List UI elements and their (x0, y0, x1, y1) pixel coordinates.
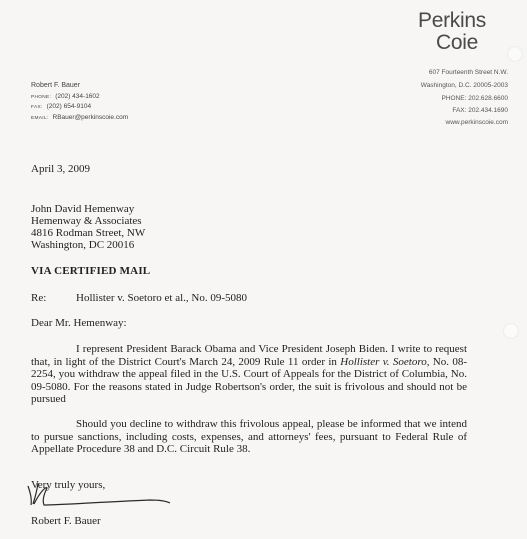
salutation: Dear Mr. Hemenway: (31, 317, 127, 329)
sender-phone-label: PHONE: (31, 95, 52, 100)
paragraph-1-text-end: , No. 08-2254, you withdraw the appeal filed in the U.S. Court of Appeals for the District of Columbia, No. 09-5080. For the reasons stated in Judge Robertson's order, the suit is frivolous and should not be pursued (31, 355, 467, 405)
recipient-line: 4816 Rodman Street, NW (31, 227, 146, 239)
punch-hole-bottom (503, 323, 519, 339)
sender-fax-label: FAX: (31, 105, 43, 110)
sender-email (31, 114, 128, 121)
signature-image (20, 478, 180, 508)
logo-line-1: Perkins (418, 9, 486, 32)
letterhead-website: www.perkinscoie.com (445, 119, 508, 126)
body-paragraph-1 (31, 343, 467, 406)
closing: Very truly yours, (31, 479, 106, 491)
sender-email-value: RBauer@perkinscoie.com (52, 114, 129, 121)
body-paragraph-2: Should you decline to withdraw this frivolous appeal, please be informed that we intend to pursue sanctions, including costs, expenses, and attorneys' fees, pursuant to Federal Rule of Appellate Procedure 38 and D.C. Circuit Rule 38. (31, 418, 467, 455)
paragraph-1-text: I represent President Barack Obama and Vice President Joseph Biden. I write to request that, in light of the District Court's March 24, 2009 Rule 11 order in (31, 343, 467, 368)
sender-fax-value: (202) 654-9104 (46, 103, 92, 110)
recipient-line: Hemenway & Associates (31, 215, 142, 227)
re-subject: Hollister v. Soetoro et al., No. 09-5080 (76, 292, 247, 304)
case-name: Hollister v. Soetoro (340, 355, 427, 368)
re-label: Re: (31, 292, 47, 304)
signature-name: Robert F. Bauer (31, 515, 101, 527)
recipient-line: Washington, DC 20016 (31, 239, 135, 251)
letterhead-address-line: 607 Fourteenth Street N.W. (428, 69, 508, 76)
delivery-method: VIA CERTIFIED MAIL (31, 265, 151, 277)
letter-date: April 3, 2009 (31, 163, 90, 175)
letterhead-phone: PHONE: 202.628.6600 (441, 95, 508, 102)
sender-name: Robert F. Bauer (31, 82, 81, 89)
logo-line-2: Coie (436, 31, 478, 54)
letterhead-fax: FAX: 202.434.1690 (452, 107, 508, 114)
recipient-line: John David Hemenway (31, 203, 135, 215)
letterhead-address-line: Washington, D.C. 20005-2003 (420, 82, 508, 89)
sender-phone-value: (202) 434-1602 (55, 93, 100, 100)
sender-fax (31, 103, 91, 110)
sender-email-label: EMAIL: (31, 116, 49, 121)
punch-hole-top (507, 46, 523, 62)
sender-phone (31, 93, 100, 100)
